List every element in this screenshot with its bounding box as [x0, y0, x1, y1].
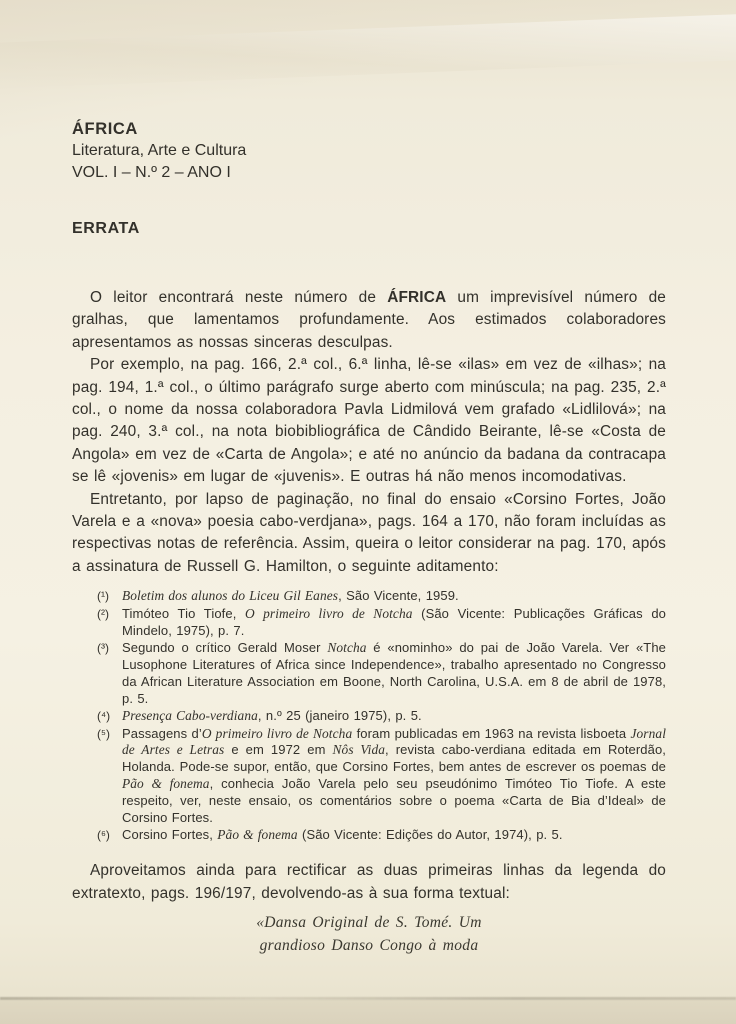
text-segment: é «nominho» do pai de João Varela. Ver «The Lusophone Literatures of Africa since Independence», trabalho apresentado no Congresso da African Literature Association em Boone, North Carolina, U.S.A. em 8 de abril de 1978, p. 5.	[122, 640, 666, 706]
text-segment: Jornal de Artes e Letras	[122, 725, 667, 758]
text-segment: Corsino Fortes,	[122, 827, 218, 843]
body-paragraphs	[72, 287, 666, 578]
text-segment: Segundo o crítico Gerald Moser	[122, 640, 328, 655]
footnote	[97, 640, 666, 708]
footnote-marker: (⁵)	[97, 726, 110, 741]
footnote-marker: (³)	[97, 641, 109, 655]
footnote	[97, 606, 666, 640]
text-segment: Passagens d’	[122, 725, 202, 741]
paper-bottom-shadow	[0, 1000, 736, 1024]
footnote-text	[122, 606, 666, 640]
journal-subtitle: Literatura, Arte e Cultura	[72, 142, 247, 159]
text-segment: Entretanto, por lapso de paginação, no final do ensaio «Corsino Fortes, João Varela e a «nova» poesia cabo-verdjana», pags. 164 a 170, não foram incluídas as respectivas notas de referência. Assim, queira o leitor considerar na pag. 170, após a assinatura de Russell G. Hamilton, o seguinte aditamento:	[72, 490, 666, 575]
footnote-marker: (⁴)	[97, 709, 111, 724]
footnote-text	[122, 827, 666, 844]
text-segment: O primeiro livro de Notcha	[201, 725, 353, 741]
errata-heading: ERRATA	[72, 220, 140, 237]
text-segment: Pão & fonema	[217, 827, 298, 843]
footnote-text	[122, 640, 666, 708]
footnote-marker: (⁶)	[97, 828, 110, 843]
text-segment: (São Vicente: Publicações Gráficas do Mindelo, 1975), p. 7.	[122, 605, 667, 638]
footnote	[97, 827, 666, 844]
text-segment: Boletim dos alunos do Liceu Gil Eanes	[122, 588, 339, 604]
text-segment: O primeiro livro de Notcha	[245, 605, 413, 621]
footnote-marker: (¹)	[97, 589, 109, 604]
text-segment: e em 1972 em	[224, 742, 333, 758]
footnote	[97, 708, 666, 725]
text-segment: , São Vicente, 1959.	[338, 588, 459, 604]
text-segment: ÁFRICA	[387, 289, 447, 306]
text-segment: foram publicadas em 1963 na revista lisboeta	[352, 725, 631, 741]
footnotes-list	[97, 588, 666, 844]
paragraph	[72, 354, 666, 488]
journal-title: ÁFRICA	[72, 120, 138, 138]
closing-paragraph	[72, 860, 666, 905]
text-segment: Aproveitamos ainda para rectificar as duas primeiras linhas da legenda do extratexto, pags. 196/197, devolvendo-as à sua forma textual:	[72, 862, 666, 902]
text-segment: Presença Cabo-verdiana	[122, 708, 258, 724]
text-segment: Timóteo Tio Tiofe,	[122, 605, 246, 621]
masthead	[72, 118, 666, 184]
footnote-text	[122, 726, 666, 827]
text-segment: Pão & fonema	[122, 776, 210, 792]
text-segment: Notcha	[327, 640, 367, 655]
footnote	[97, 588, 666, 605]
journal-volume-line: VOL. I – N.º 2 – ANO I	[72, 164, 231, 181]
caption-quote	[72, 911, 666, 957]
text-segment: , revista cabo-verdiana editada em Roterdão, Holanda. Pode-se supor, então, que Corsino Fortes, bem antes de escrever os poemas de	[122, 742, 667, 775]
quote-line: grandioso Danso Congo à moda	[259, 937, 479, 955]
footnote-text	[122, 708, 666, 725]
paragraph	[72, 287, 666, 354]
text-segment: O leitor encontrará neste número de	[90, 289, 388, 306]
footnote-marker: (²)	[97, 606, 109, 621]
footnote	[97, 726, 666, 827]
paragraph	[72, 489, 666, 579]
footnote-text	[122, 588, 666, 605]
text-segment: , n.º 25 (janeiro 1975), p. 5.	[257, 708, 422, 724]
quote-line: «Dansa Original de S. Tomé. Um	[256, 914, 482, 932]
closing-paragraph-wrap	[72, 860, 666, 905]
text-segment: Nôs Vida	[332, 742, 386, 758]
text-segment: Por exemplo, na pag. 166, 2.ª col., 6.ª linha, lê-se «ilas» em vez de «ilhas»; na pag. 194, 1.ª col., o último parágrafo surge aberto com minúscula; na pag. 235, 2.ª col., o nome da nossa colaboradora Pavla Lidmilová vem grafado «Lidlilová»; na pag. 240, 3.ª col., na nota biobibliográfica de Cândido Beirante, lê-se «Costa de Angola» em vez de «Carta de Angola»; e até no anúncio da badana da contracapa se lê «jovenis» em lugar de «juvenis». E outras há não menos incomodativas.	[72, 356, 666, 486]
text-segment: (São Vicente: Edições do Autor, 1974), p. 5.	[297, 827, 563, 843]
text-segment: um imprevisível número de gralhas, que lamentamos profundamente. Aos estimados colaboradores apresentamos as nossas sinceras desculpas.	[72, 289, 667, 351]
text-segment: , conhecia João Varela pelo seu pseudónimo Timóteo Tio Tiofe. A este respeito, ver, neste ensaio, os comentários sobre o poema «Carta de Bia d’Ideal» de Corsino Fortes.	[122, 776, 666, 826]
